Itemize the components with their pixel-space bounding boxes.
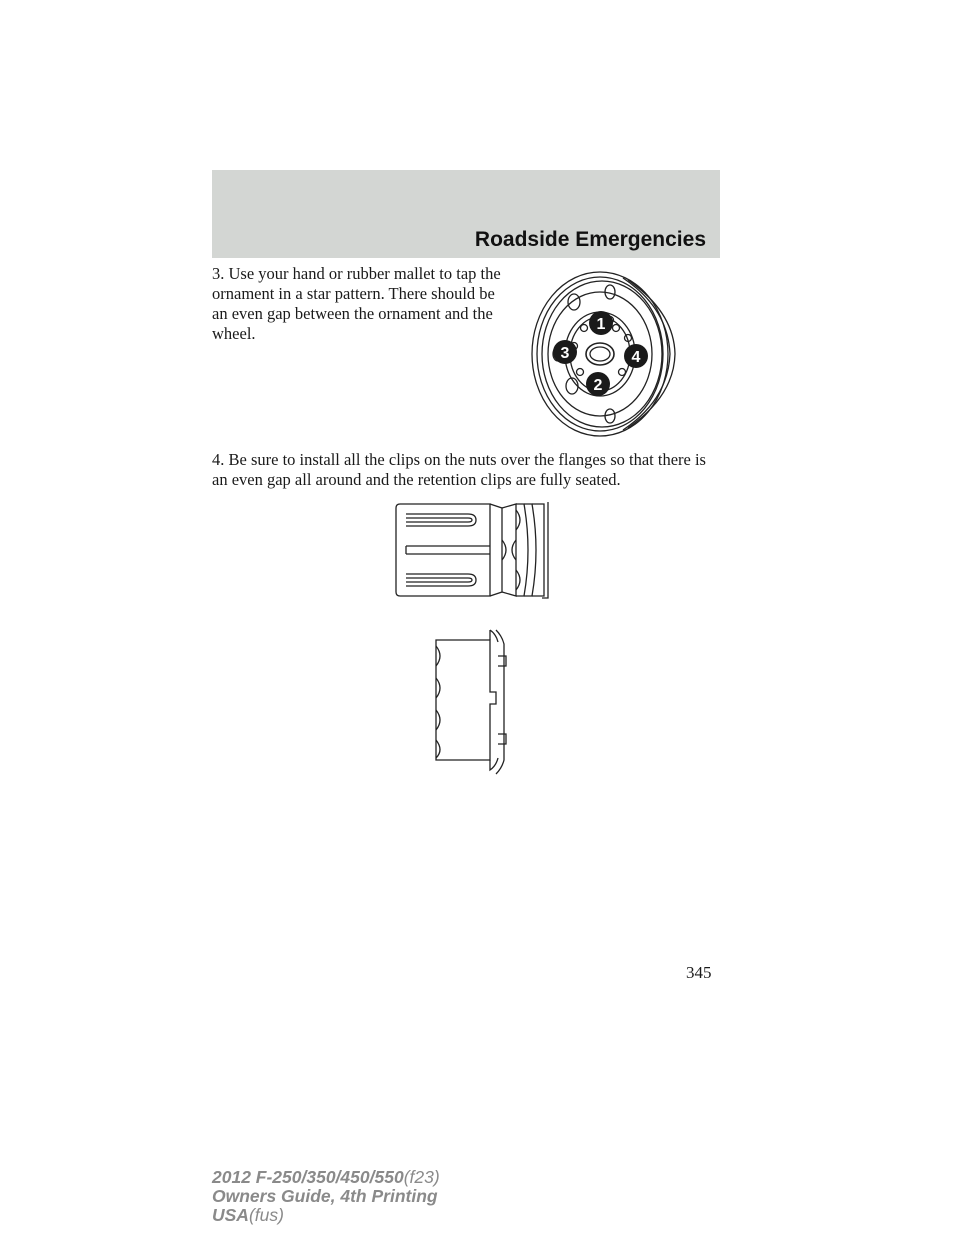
page-number: 345 <box>686 963 712 982</box>
clip-side-view-illustration <box>392 500 562 600</box>
document-footer <box>212 1168 440 1225</box>
section-header-band <box>212 170 720 258</box>
footer-model: 2012 F-250/350/450/550 <box>212 1167 404 1187</box>
footer-model-code: (f23) <box>403 1167 440 1187</box>
tap-label-1: 1 <box>596 316 606 333</box>
footer-market: USA <box>212 1205 249 1225</box>
wheel-tap-pattern-illustration <box>528 268 678 438</box>
footer-line-1 <box>212 1168 440 1187</box>
tap-label-3: 3 <box>560 345 570 362</box>
step-3-text: 3. Use your hand or rubber mallet to tap the ornament in a star pattern. There should be an even gap between the ornament and the wheel. <box>212 264 501 343</box>
footer-market-code: (fus) <box>248 1205 284 1225</box>
clip-front-view-illustration <box>428 622 518 778</box>
tap-label-4: 4 <box>631 349 641 366</box>
footer-line-3 <box>212 1206 440 1225</box>
section-title: Roadside Emergencies <box>474 228 706 251</box>
tap-label-2: 2 <box>593 377 603 394</box>
footer-line-2: Owners Guide, 4th Printing <box>212 1186 438 1206</box>
step-4-text: 4. Be sure to install all the clips on the nuts over the flanges so that there is an even gap all around and the retention clips are fully seated. <box>212 450 706 489</box>
